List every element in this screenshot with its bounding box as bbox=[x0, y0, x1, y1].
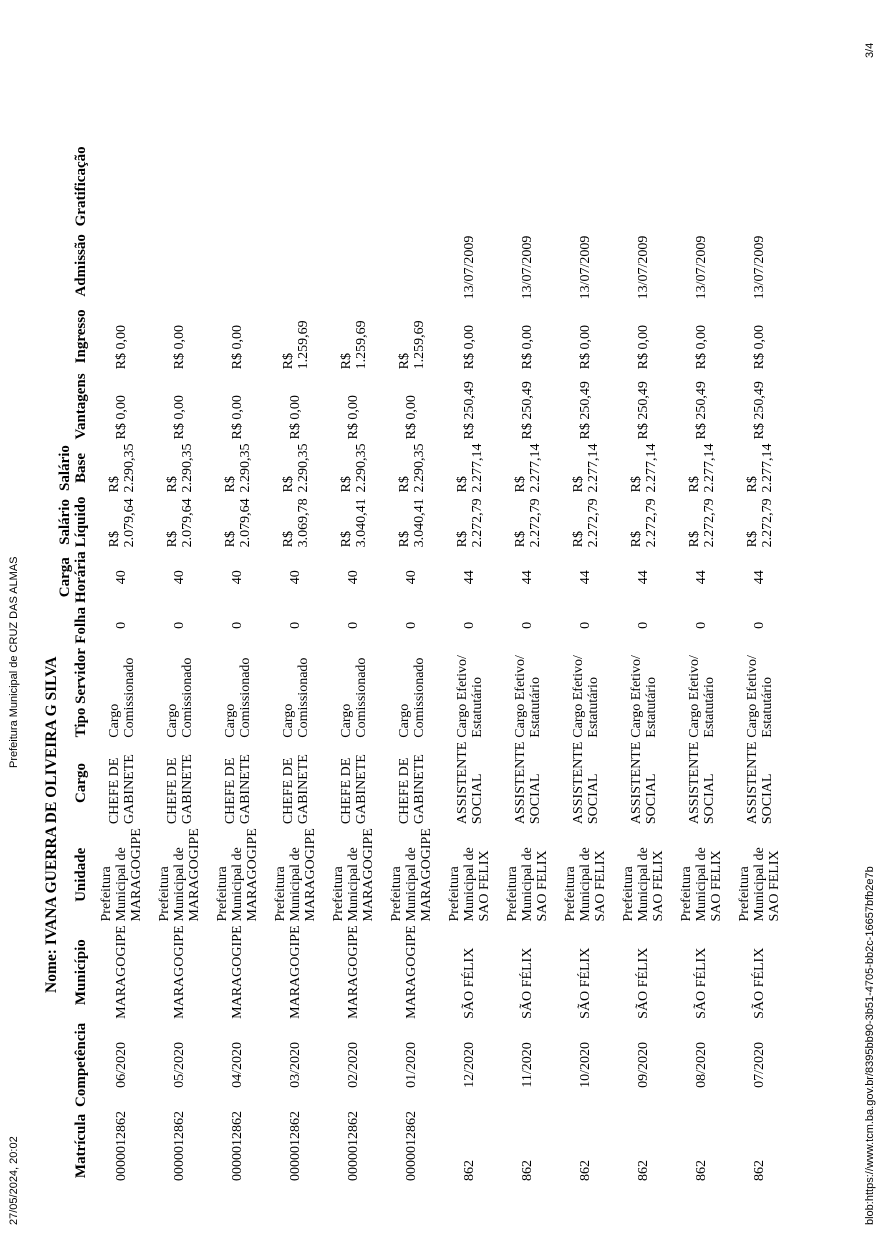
cell-folha: 0 bbox=[288, 621, 304, 629]
cell-folha: 0 bbox=[172, 621, 188, 629]
cell-tipo-servidor: Cargo Efetivo/ Estatutário bbox=[454, 655, 485, 738]
cell-gratificacao bbox=[616, 143, 674, 229]
cell-salario-liquido: R$ 2.272,79 bbox=[628, 498, 659, 548]
cell-folha: 0 bbox=[230, 621, 246, 629]
cell-salario-base: R$ 2.290,35 bbox=[280, 443, 311, 493]
cell-vantagens: R$ 250,49 bbox=[578, 381, 594, 440]
cell-admissao: 13/07/2009 bbox=[462, 235, 478, 300]
cell-salario-liquido: R$ 2.079,64 bbox=[164, 498, 195, 548]
cell-ingresso: R$ 0,00 bbox=[230, 325, 246, 370]
person-name: Nome: IVANA GUERRA DE OLIVEIRA G SILVA bbox=[43, 656, 60, 993]
cell-cargo: CHEFE DE GABINETE bbox=[396, 754, 427, 825]
footer-url[interactable]: blob:https://www.tcm.ba.gov.br/8395bb90-3b51-4705-bb2c-16657bfb2e7b bbox=[864, 866, 876, 1225]
cell-admissao: 13/07/2009 bbox=[520, 235, 536, 300]
cell-municipio: MARAGOGIPE bbox=[404, 925, 420, 1019]
col-admissao: Admissão bbox=[72, 234, 89, 297]
cell-gratificacao bbox=[210, 143, 268, 229]
cell-vantagens: R$ 250,49 bbox=[462, 381, 478, 440]
table-row bbox=[732, 143, 790, 1183]
cell-gratificacao bbox=[500, 143, 558, 229]
cell-matricula: 0000012862 bbox=[288, 1111, 304, 1181]
table-body bbox=[94, 143, 790, 1183]
col-competencia: Competência bbox=[72, 1022, 89, 1107]
col-municipio: Município bbox=[72, 939, 89, 1006]
cell-tipo-servidor: Cargo Efetivo/ Estatutário bbox=[628, 655, 659, 738]
cell-competencia: 11/2020 bbox=[520, 1042, 536, 1088]
cell-tipo-servidor: Cargo Efetivo/ Estatutário bbox=[570, 655, 601, 738]
cell-municipio: SÃO FÉLIX bbox=[636, 947, 652, 1019]
col-vantagens: Vantagens bbox=[72, 373, 89, 440]
cell-salario-base: R$ 2.277,14 bbox=[628, 443, 659, 493]
cell-vantagens: R$ 250,49 bbox=[520, 381, 536, 440]
cell-municipio: SÃO FÉLIX bbox=[462, 947, 478, 1019]
cell-gratificacao bbox=[326, 143, 384, 229]
cell-tipo-servidor: Cargo Comissionado bbox=[164, 657, 195, 738]
cell-municipio: MARAGOGIPE bbox=[114, 925, 130, 1019]
cell-ingresso: R$ 0,00 bbox=[172, 325, 188, 370]
cell-matricula: 862 bbox=[578, 1160, 594, 1181]
cell-tipo-servidor: Cargo Comissionado bbox=[280, 657, 311, 738]
cell-competencia: 05/2020 bbox=[172, 1041, 188, 1088]
cell-salario-liquido: R$ 2.272,79 bbox=[512, 498, 543, 548]
cell-competencia: 01/2020 bbox=[404, 1041, 420, 1088]
cell-salario-liquido: R$ 3.040,41 bbox=[338, 498, 369, 548]
cell-municipio: MARAGOGIPE bbox=[346, 925, 362, 1019]
cell-folha: 0 bbox=[404, 621, 420, 629]
cell-unidade: Prefeitura Municipal de MARAGOGIPE bbox=[273, 828, 318, 922]
cell-competencia: 02/2020 bbox=[346, 1041, 362, 1088]
cell-vantagens: R$ 0,00 bbox=[172, 395, 188, 440]
cell-salario-liquido: R$ 2.272,79 bbox=[686, 498, 717, 548]
cell-cargo: ASSISTENTE SOCIAL bbox=[744, 741, 775, 825]
cell-folha: 0 bbox=[752, 621, 768, 629]
cell-matricula: 0000012862 bbox=[404, 1111, 420, 1181]
cell-municipio: SÃO FÉLIX bbox=[520, 947, 536, 1019]
cell-gratificacao bbox=[442, 143, 500, 229]
cell-admissao bbox=[210, 229, 268, 301]
col-carga-horaria: Carga Horária bbox=[57, 551, 89, 604]
cell-carga-horaria: 44 bbox=[520, 570, 536, 585]
cell-municipio: MARAGOGIPE bbox=[230, 925, 246, 1019]
cell-cargo: ASSISTENTE SOCIAL bbox=[454, 741, 485, 825]
cell-matricula: 862 bbox=[462, 1160, 478, 1181]
table-row bbox=[152, 143, 210, 1183]
col-ingresso: Ingresso bbox=[72, 309, 89, 364]
cell-gratificacao bbox=[152, 143, 210, 229]
cell-folha: 0 bbox=[578, 621, 594, 629]
cell-ingresso: R$ 0,00 bbox=[114, 325, 130, 370]
table-row bbox=[500, 143, 558, 1183]
cell-folha: 0 bbox=[462, 621, 478, 629]
cell-unidade: Prefeitura Municipal de SAO FELIX bbox=[563, 847, 608, 922]
cell-unidade: Prefeitura Municipal de MARAGOGIPE bbox=[99, 828, 144, 922]
cell-municipio: SÃO FÉLIX bbox=[578, 947, 594, 1019]
cell-ingresso: R$ 1.259,69 bbox=[338, 320, 369, 370]
cell-ingresso: R$ 0,00 bbox=[578, 325, 594, 370]
cell-competencia: 07/2020 bbox=[752, 1041, 768, 1088]
cell-tipo-servidor: Cargo Efetivo/ Estatutário bbox=[686, 655, 717, 738]
cell-municipio: MARAGOGIPE bbox=[172, 925, 188, 1019]
cell-gratificacao bbox=[94, 143, 152, 229]
cell-municipio: SÃO FÉLIX bbox=[694, 947, 710, 1019]
cell-salario-base: R$ 2.290,35 bbox=[222, 443, 253, 493]
cell-cargo: ASSISTENTE SOCIAL bbox=[686, 741, 717, 825]
cell-matricula: 0000012862 bbox=[346, 1111, 362, 1181]
table-row bbox=[326, 143, 384, 1183]
table-header-row bbox=[58, 143, 94, 1183]
cell-carga-horaria: 40 bbox=[172, 570, 188, 585]
cell-ingresso: R$ 0,00 bbox=[462, 325, 478, 370]
col-folha: Folha bbox=[72, 607, 89, 644]
col-tipo-servidor: Tipo Servidor bbox=[72, 648, 89, 738]
cell-carga-horaria: 40 bbox=[230, 570, 246, 585]
print-datetime: 27/05/2024, 20:02 bbox=[8, 1136, 20, 1225]
cell-unidade: Prefeitura Municipal de MARAGOGIPE bbox=[331, 828, 376, 922]
cell-salario-base: R$ 2.277,14 bbox=[686, 443, 717, 493]
cell-admissao bbox=[326, 229, 384, 301]
cell-matricula: 862 bbox=[694, 1160, 710, 1181]
cell-folha: 0 bbox=[694, 621, 710, 629]
cell-vantagens: R$ 250,49 bbox=[694, 381, 710, 440]
cell-carga-horaria: 44 bbox=[694, 570, 710, 585]
cell-gratificacao bbox=[732, 143, 790, 229]
table-row bbox=[558, 143, 616, 1183]
cell-salario-base: R$ 2.290,35 bbox=[338, 443, 369, 493]
cell-cargo: CHEFE DE GABINETE bbox=[164, 754, 195, 825]
cell-vantagens: R$ 250,49 bbox=[752, 381, 768, 440]
cell-competencia: 12/2020 bbox=[462, 1041, 478, 1088]
cell-gratificacao bbox=[268, 143, 326, 229]
table-row bbox=[384, 143, 442, 1183]
cell-salario-liquido: R$ 2.079,64 bbox=[222, 498, 253, 548]
cell-gratificacao bbox=[558, 143, 616, 229]
cell-admissao: 13/07/2009 bbox=[752, 235, 768, 300]
cell-vantagens: R$ 0,00 bbox=[346, 395, 362, 440]
col-matricula: Matrícula bbox=[72, 1113, 89, 1179]
cell-unidade: Prefeitura Municipal de MARAGOGIPE bbox=[157, 828, 202, 922]
cell-folha: 0 bbox=[114, 621, 130, 629]
cell-ingresso: R$ 0,00 bbox=[694, 325, 710, 370]
cell-unidade: Prefeitura Municipal de SAO FELIX bbox=[505, 847, 550, 922]
payroll-table bbox=[58, 143, 790, 1183]
cell-admissao bbox=[94, 229, 152, 301]
cell-competencia: 04/2020 bbox=[230, 1041, 246, 1088]
cell-ingresso: R$ 1.259,69 bbox=[280, 320, 311, 370]
cell-salario-base: R$ 2.277,14 bbox=[454, 443, 485, 493]
cell-unidade: Prefeitura Municipal de MARAGOGIPE bbox=[389, 828, 434, 922]
cell-ingresso: R$ 1.259,69 bbox=[396, 320, 427, 370]
cell-vantagens: R$ 250,49 bbox=[636, 381, 652, 440]
cell-salario-liquido: R$ 3.040,41 bbox=[396, 498, 427, 548]
cell-carga-horaria: 44 bbox=[636, 570, 652, 585]
cell-competencia: 03/2020 bbox=[288, 1041, 304, 1088]
cell-matricula: 862 bbox=[520, 1160, 536, 1181]
cell-tipo-servidor: Cargo Comissionado bbox=[106, 657, 137, 738]
cell-folha: 0 bbox=[636, 621, 652, 629]
cell-carga-horaria: 40 bbox=[288, 570, 304, 585]
table-row bbox=[268, 143, 326, 1183]
cell-tipo-servidor: Cargo Comissionado bbox=[338, 657, 369, 738]
cell-carga-horaria: 44 bbox=[752, 570, 768, 585]
cell-unidade: Prefeitura Municipal de SAO FELIX bbox=[737, 847, 782, 922]
cell-matricula: 0000012862 bbox=[114, 1111, 130, 1181]
cell-municipio: SÃO FÉLIX bbox=[752, 947, 768, 1019]
cell-ingresso: R$ 0,00 bbox=[520, 325, 536, 370]
table-row bbox=[674, 143, 732, 1183]
cell-unidade: Prefeitura Municipal de SAO FELIX bbox=[447, 847, 492, 922]
cell-carga-horaria: 44 bbox=[578, 570, 594, 585]
cell-cargo: ASSISTENTE SOCIAL bbox=[512, 741, 543, 825]
table-row bbox=[210, 143, 268, 1183]
cell-folha: 0 bbox=[346, 621, 362, 629]
cell-salario-liquido: R$ 3.069,78 bbox=[280, 498, 311, 548]
cell-tipo-servidor: Cargo Efetivo/ Estatutário bbox=[744, 655, 775, 738]
cell-carga-horaria: 44 bbox=[462, 570, 478, 585]
cell-admissao: 13/07/2009 bbox=[694, 235, 710, 300]
cell-gratificacao bbox=[674, 143, 732, 229]
table-row bbox=[616, 143, 674, 1183]
cell-vantagens: R$ 0,00 bbox=[114, 395, 130, 440]
cell-gratificacao bbox=[384, 143, 442, 229]
cell-admissao: 13/07/2009 bbox=[578, 235, 594, 300]
cell-salario-liquido: R$ 2.272,79 bbox=[744, 498, 775, 548]
col-salario-base: Salário Base bbox=[57, 445, 89, 491]
col-salario-liquido: Salário Líquido bbox=[57, 496, 89, 548]
cell-salario-base: R$ 2.290,35 bbox=[106, 443, 137, 493]
cell-ingresso: R$ 0,00 bbox=[636, 325, 652, 370]
table-row bbox=[94, 143, 152, 1183]
cell-salario-liquido: R$ 2.272,79 bbox=[454, 498, 485, 548]
cell-cargo: ASSISTENTE SOCIAL bbox=[628, 741, 659, 825]
cell-vantagens: R$ 0,00 bbox=[288, 395, 304, 440]
cell-matricula: 862 bbox=[636, 1160, 652, 1181]
page-number: 3/4 bbox=[864, 42, 876, 58]
cell-matricula: 0000012862 bbox=[172, 1111, 188, 1181]
cell-tipo-servidor: Cargo Comissionado bbox=[222, 657, 253, 738]
cell-tipo-servidor: Cargo Comissionado bbox=[396, 657, 427, 738]
cell-folha: 0 bbox=[520, 621, 536, 629]
cell-salario-base: R$ 2.277,14 bbox=[744, 443, 775, 493]
cell-vantagens: R$ 0,00 bbox=[230, 395, 246, 440]
cell-competencia: 09/2020 bbox=[636, 1041, 652, 1088]
cell-carga-horaria: 40 bbox=[404, 570, 420, 585]
cell-competencia: 06/2020 bbox=[114, 1041, 130, 1088]
cell-municipio: MARAGOGIPE bbox=[288, 925, 304, 1019]
cell-salario-base: R$ 2.290,35 bbox=[396, 443, 427, 493]
cell-cargo: ASSISTENTE SOCIAL bbox=[570, 741, 601, 825]
cell-unidade: Prefeitura Municipal de SAO FELIX bbox=[679, 847, 724, 922]
cell-tipo-servidor: Cargo Efetivo/ Estatutário bbox=[512, 655, 543, 738]
cell-admissao bbox=[152, 229, 210, 301]
cell-competencia: 10/2020 bbox=[578, 1041, 594, 1088]
cell-admissao bbox=[384, 229, 442, 301]
cell-salario-base: R$ 2.290,35 bbox=[164, 443, 195, 493]
cell-matricula: 862 bbox=[752, 1160, 768, 1181]
cell-salario-base: R$ 2.277,14 bbox=[512, 443, 543, 493]
cell-admissao: 13/07/2009 bbox=[636, 235, 652, 300]
cell-salario-liquido: R$ 2.272,79 bbox=[570, 498, 601, 548]
col-gratificacao: Gratificação bbox=[72, 146, 89, 227]
cell-ingresso: R$ 0,00 bbox=[752, 325, 768, 370]
cell-matricula: 0000012862 bbox=[230, 1111, 246, 1181]
table-row bbox=[442, 143, 500, 1183]
col-cargo: Cargo bbox=[72, 762, 89, 803]
cell-unidade: Prefeitura Municipal de MARAGOGIPE bbox=[215, 828, 260, 922]
cell-admissao bbox=[268, 229, 326, 301]
col-unidade: Unidade bbox=[72, 847, 89, 902]
cell-carga-horaria: 40 bbox=[346, 570, 362, 585]
cell-competencia: 08/2020 bbox=[694, 1041, 710, 1088]
cell-vantagens: R$ 0,00 bbox=[404, 395, 420, 440]
cell-salario-base: R$ 2.277,14 bbox=[570, 443, 601, 493]
cell-cargo: CHEFE DE GABINETE bbox=[222, 754, 253, 825]
cell-cargo: CHEFE DE GABINETE bbox=[280, 754, 311, 825]
cell-unidade: Prefeitura Municipal de SAO FELIX bbox=[621, 847, 666, 922]
cell-carga-horaria: 40 bbox=[114, 570, 130, 585]
cell-salario-liquido: R$ 2.079,64 bbox=[106, 498, 137, 548]
cell-cargo: CHEFE DE GABINETE bbox=[106, 754, 137, 825]
source-title: Prefeitura Municipal de CRUZ DAS ALMAS bbox=[8, 556, 20, 768]
cell-cargo: CHEFE DE GABINETE bbox=[338, 754, 369, 825]
